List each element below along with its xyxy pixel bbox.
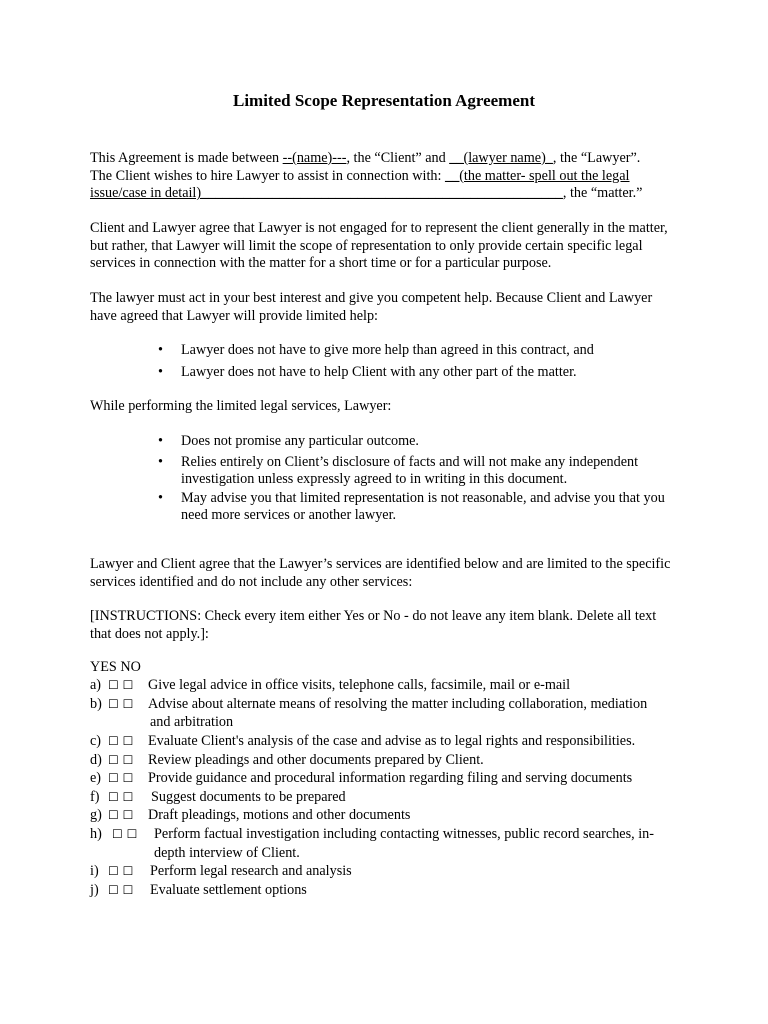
yes-no-checkbox[interactable]: ☐ ☐ [108, 864, 134, 879]
yes-no-checkbox[interactable]: ☐ ☐ [108, 789, 134, 804]
option-letter: g) [90, 807, 102, 824]
option-letter: d) [90, 751, 102, 768]
option-letter: j) [90, 881, 99, 898]
intro-text: , the “Client” and [346, 150, 450, 166]
option-text: Draft pleadings, motions and other documents [148, 807, 411, 824]
yes-no-checkbox[interactable]: ☐ ☐ [108, 752, 134, 767]
limited-help-list [158, 342, 678, 381]
option-text: Review pleadings and other documents prepared by Client. [148, 751, 484, 768]
option-letter: a) [90, 677, 102, 693]
list-item [90, 807, 690, 826]
list-item [90, 826, 690, 863]
list-item: • Lawyer does not have to help Client with any other part of the matter. [158, 364, 678, 382]
list-item: • May advise you that limited representation is not reasonable, and advise you that you need more services or another lawyer. [158, 490, 678, 525]
list-item: • Does not promise any particular outcome. [158, 433, 678, 451]
option-text-continued: depth interview of Client. [154, 844, 300, 861]
option-text: Perform legal research and analysis [150, 863, 352, 880]
yes-no-checkbox[interactable]: ☐ ☐ [108, 696, 134, 711]
services-checklist [90, 677, 690, 901]
option-letter: c) [90, 732, 102, 749]
option-text: Evaluate settlement options [150, 881, 307, 898]
list-item [90, 770, 690, 789]
scope-paragraph: Client and Lawyer agree that Lawyer is not engaged for to represent the client generally in the matter, but rather, that Lawyer will limit the scope of representation to only provide certain specific legal services in connection with the matter for a short time or for a particular purpose. [90, 220, 668, 272]
intro-text: This Agreement is made between [90, 150, 283, 166]
intro-text: , the “matter.” [562, 185, 643, 202]
option-text: Advise about alternate means of resolving the matter including collaboration, mediation [148, 695, 648, 712]
intro-text: , the “Lawyer”. [552, 150, 641, 166]
option-text: Give legal advice in office visits, telephone calls, facsimile, mail or e-mail [148, 677, 571, 693]
lawyer-duties-list [158, 433, 678, 525]
yes-no-checkbox[interactable]: ☐ ☐ [108, 882, 134, 897]
list-item [90, 882, 690, 901]
option-text: Suggest documents to be prepared [151, 788, 346, 805]
list-item: • Relies entirely on Client’s disclosure of facts and will not make any independent investigation unless expressly agreed to in writing in this document. [158, 454, 678, 489]
intro-text: The Client wishes to hire Lawyer to assist in connection with: [90, 167, 446, 184]
lawyer-duties-intro: While performing the limited legal services, Lawyer: [90, 398, 392, 414]
option-letter: f) [90, 788, 100, 805]
yes-no-checkbox[interactable]: ☐ ☐ [112, 826, 138, 841]
lawyer-name-blank[interactable]: __(lawyer name)_ [449, 150, 553, 166]
option-letter: i) [90, 863, 99, 880]
client-name-blank[interactable]: --(name)--- [282, 150, 347, 166]
best-interest-paragraph: The lawyer must act in your best interest and give you competent help. Because Client and Lawyer have agreed that Lawyer will provide limited help: [90, 290, 653, 324]
list-item [90, 677, 690, 696]
yes-no-checkbox[interactable]: ☐ ☐ [108, 771, 134, 786]
list-item [90, 752, 690, 771]
list-item [90, 789, 690, 808]
list-item [90, 733, 690, 752]
yes-no-header: YES NO [90, 659, 141, 675]
yes-no-checkbox[interactable]: ☐ ☐ [108, 733, 134, 748]
services-paragraph: Lawyer and Client agree that the Lawyer’s services are identified below and are limited to the specific services identified and do not include any other services: [90, 556, 671, 590]
matter-description-blank[interactable]: __(the matter- spell out the legal issue/case in detail)___________________________________________________ [90, 167, 630, 202]
yes-no-checkbox[interactable]: ☐ ☐ [108, 808, 134, 823]
instructions-text: [INSTRUCTIONS: Check every item either Yes or No - do not leave any item blank. Delete all text that does not apply.]: [90, 608, 657, 642]
yes-no-checkbox[interactable]: ☐ ☐ [108, 678, 134, 692]
option-text: Provide guidance and procedural information regarding filing and serving documents [148, 770, 633, 787]
document-title: Limited Scope Representation Agreement [232, 91, 536, 110]
list-item: • Lawyer does not have to give more help than agreed in this contract, and [158, 342, 678, 360]
option-letter: e) [90, 770, 102, 787]
option-letter: h) [90, 825, 102, 842]
list-item [90, 696, 690, 733]
option-text: Evaluate Client's analysis of the case and advise as to legal rights and responsibilities. [148, 732, 636, 749]
option-text: Perform factual investigation including contacting witnesses, public record searches, in- [154, 825, 654, 842]
list-item [90, 863, 690, 882]
option-letter: b) [90, 695, 102, 712]
option-text-continued: and arbitration [150, 714, 234, 731]
intro-paragraph [90, 150, 680, 203]
